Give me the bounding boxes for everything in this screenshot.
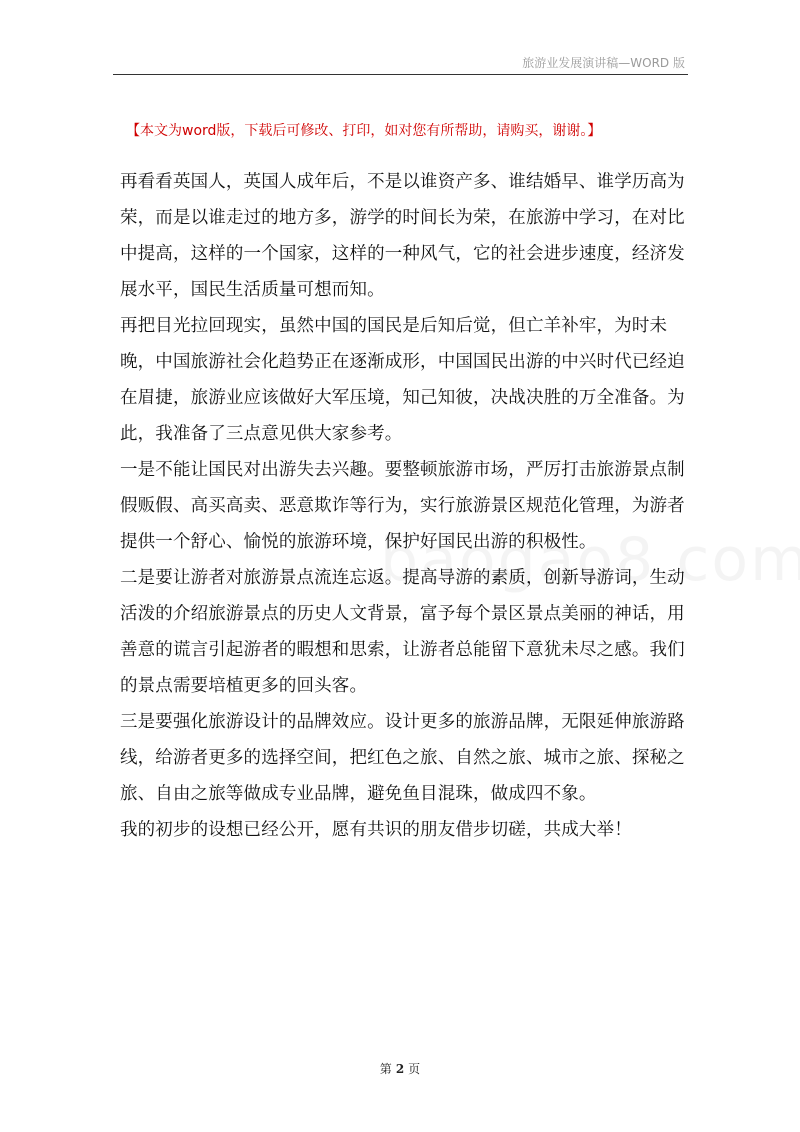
document-body (120, 164, 688, 848)
header-divider (113, 74, 688, 75)
paragraph-closing: 我的初步的设想已经公开，愿有共识的朋友借步切磋，共成大举！ (120, 820, 632, 840)
purchase-notice: 【本文为word版，下载后可修改、打印，如对您有所帮助，请购买，谢谢。】 (126, 123, 602, 139)
page-number: 2 (395, 1062, 405, 1076)
footer-suffix: 页 (408, 1062, 421, 1076)
paragraph-point-one: 一是不能让国民对出游失去兴趣。要整顿旅游市场，严厉打击旅游景点制假贩假、高买高卖、恶意欺诈等行为，实行旅游景区规范化管理，为游者提供一个舒心、愉悦的旅游环境，保护好国民出游的积极性。 (120, 460, 685, 552)
page-header: 旅游业发展演讲稿—WORD 版 (522, 56, 685, 70)
paragraph-point-two: 二是要让游者对旅游景点流连忘返。提高导游的素质，创新导游词，生动活泼的介绍旅游景点的历史人文背景，富予每个景区景点美丽的神话，用善意的谎言引起游者的暇想和思索，让游者总能留下意犹未尽之感。我们的景点需要培植更多的回头客。 (120, 568, 685, 696)
paragraph-reality: 再把目光拉回现实，虽然中国的国民是后知后觉，但亡羊补牢，为时未晚，中国旅游社会化趋势正在逐渐成形，中国国民出游的中兴时代已经迫在眉捷，旅游业应该做好大军压境，知己知彼，决战决胜的万全准备。为此，我准备了三点意见供大家参考。 (120, 316, 685, 444)
page-footer (0, 1060, 800, 1077)
paragraph-britain: 再看看英国人，英国人成年后，不是以谁资产多、谁结婚早、谁学历高为荣，而是以谁走过的地方多，游学的时间长为荣，在旅游中学习，在对比中提高，这样的一个国家，这样的一种风气，它的社会进步速度，经济发展水平，国民生活质量可想而知。 (120, 172, 685, 300)
paragraph-point-three: 三是要强化旅游设计的品牌效应。设计更多的旅游品牌，无限延伸旅游路线，给游者更多的选择空间，把红色之旅、自然之旅、城市之旅、探秘之旅、自由之旅等做成专业品牌，避免鱼目混珠，做成四不象。 (120, 712, 685, 804)
footer-prefix: 第 (379, 1062, 392, 1076)
